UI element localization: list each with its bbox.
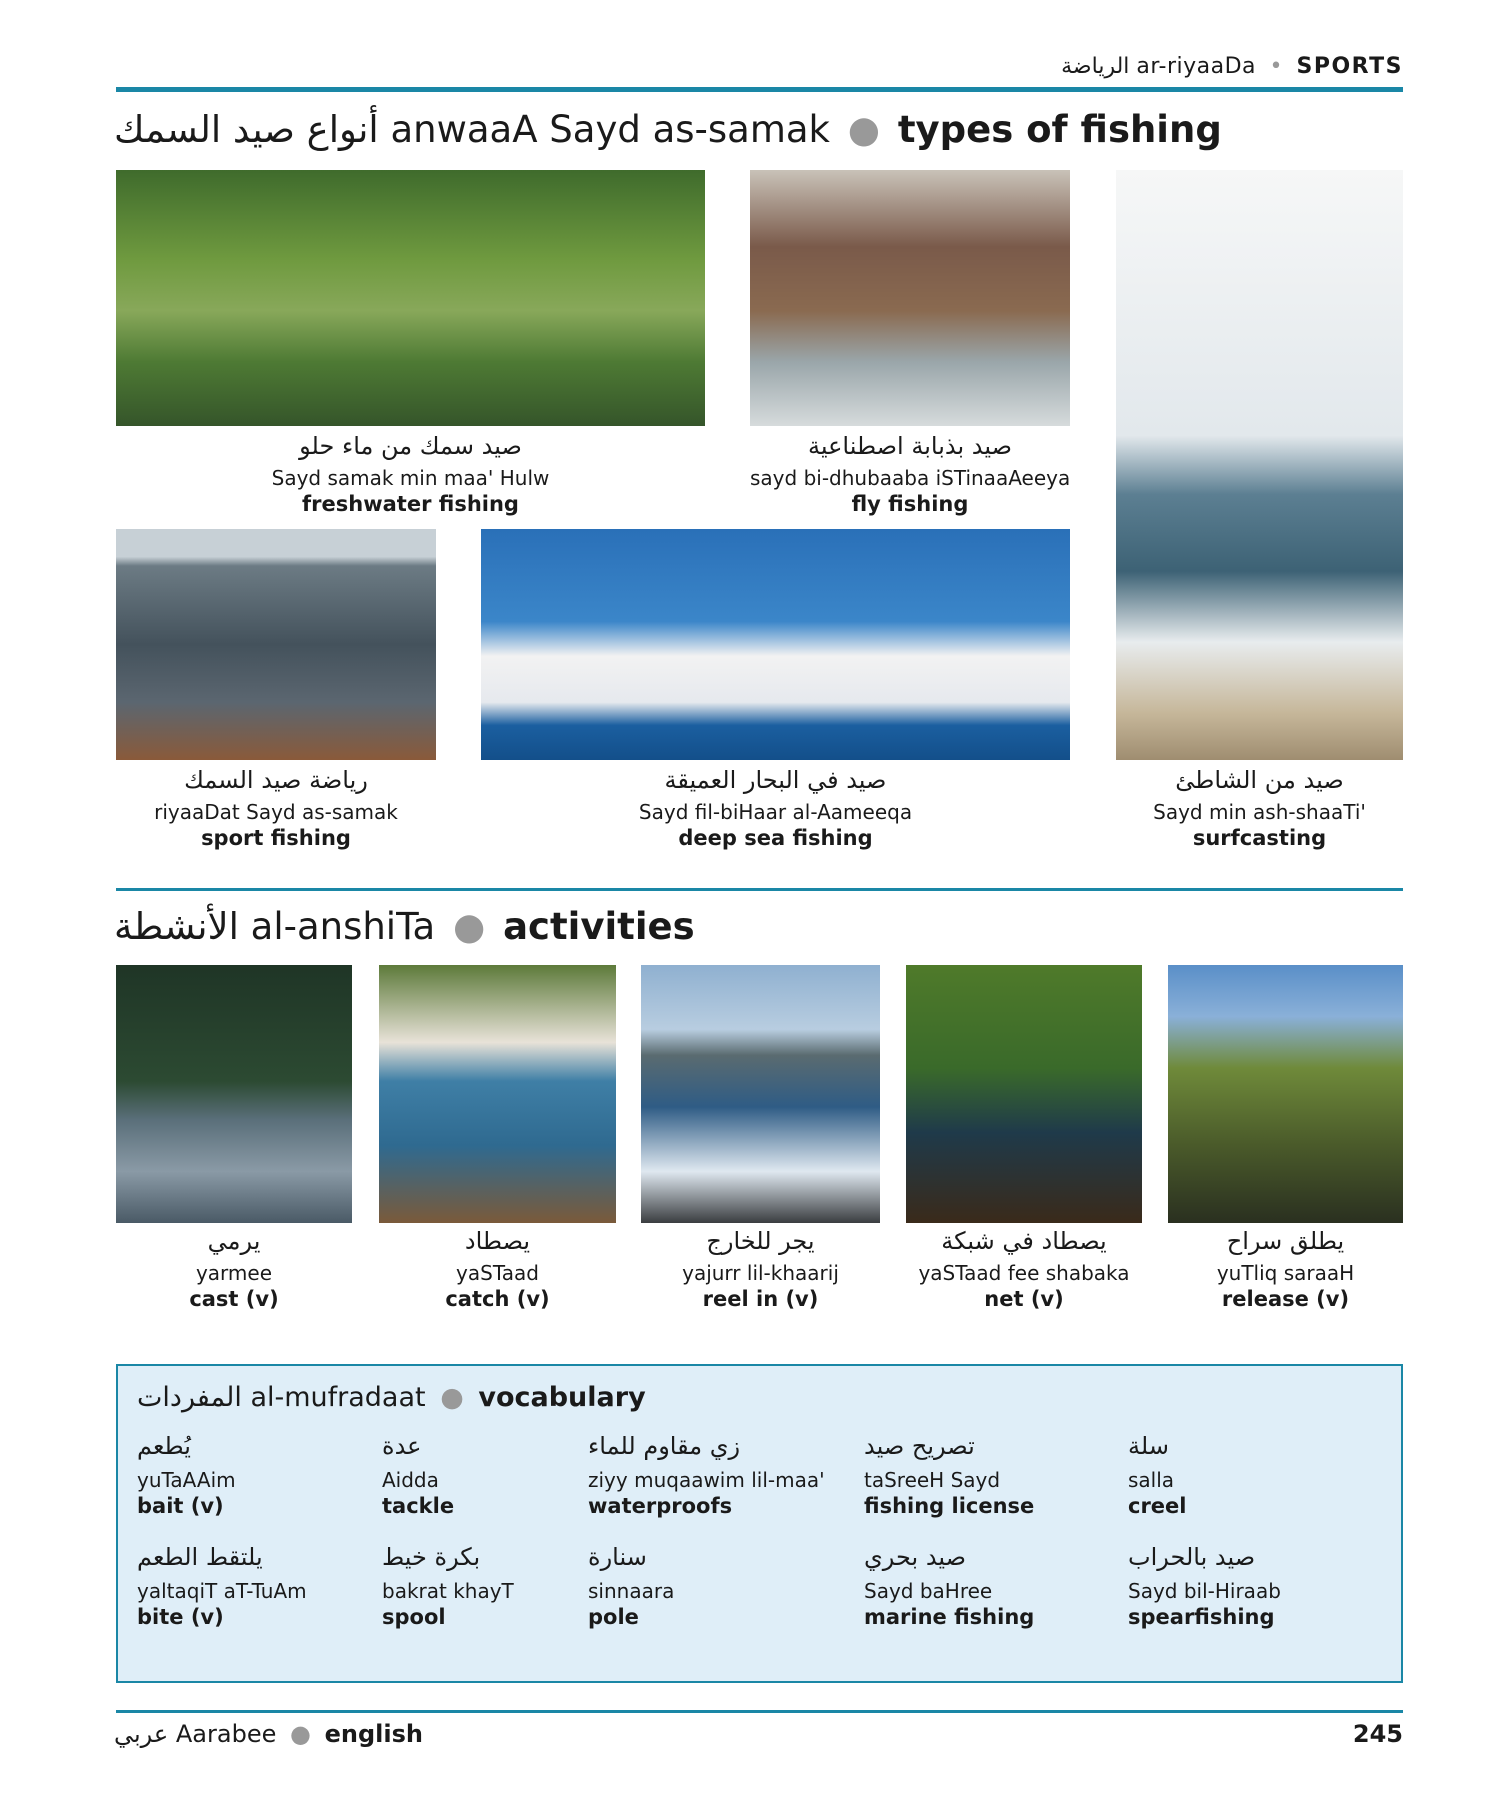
caption-translit: yuTliq saraaH — [1216, 1261, 1355, 1285]
bullet: • — [1269, 54, 1284, 79]
vocabulary-title — [137, 1382, 646, 1413]
caption-sport-fishing — [116, 766, 436, 850]
caption-translit: yaSTaad — [456, 1261, 539, 1285]
vocab-translit: yuTaAAim — [137, 1468, 236, 1492]
vocab-item — [137, 1543, 307, 1629]
caption-translit: Sayd min ash-shaaTi' — [1153, 800, 1366, 824]
header-rule — [116, 87, 1403, 92]
bullet: ● — [847, 108, 881, 151]
vocab-translit: Aidda — [382, 1468, 439, 1492]
caption-reel-in — [641, 1227, 880, 1311]
caption-translit: yarmee — [195, 1261, 273, 1285]
bullet: ● — [440, 1382, 464, 1413]
vocab-arabic: يلتقط الطعم — [137, 1543, 263, 1571]
photo-deep-sea-fishing — [481, 529, 1070, 760]
caption-english: freshwater fishing — [302, 492, 519, 516]
vocab-english: bite (v) — [137, 1605, 224, 1629]
vocab-arabic: يُطعم — [137, 1432, 191, 1460]
title-translit: al-anshiTa — [250, 905, 436, 948]
caption-translit: yajurr lil-khaarij — [682, 1261, 839, 1285]
caption-surfcasting — [1116, 766, 1403, 850]
caption-arabic: يصطاد في شبكة — [941, 1227, 1107, 1255]
photo-net — [906, 965, 1142, 1223]
photo-freshwater-fishing — [116, 170, 705, 426]
caption-english: release (v) — [1221, 1287, 1350, 1311]
caption-english: fly fishing — [851, 492, 969, 516]
caption-arabic: صيد في البحار العميقة — [664, 766, 887, 794]
caption-fly-fishing — [750, 432, 1070, 516]
vocab-item — [1128, 1543, 1281, 1629]
title-english: activities — [503, 905, 695, 948]
vocab-english: waterproofs — [588, 1494, 733, 1518]
caption-arabic: يجر للخارج — [706, 1227, 815, 1255]
caption-net — [906, 1227, 1142, 1311]
caption-english: net (v) — [984, 1287, 1064, 1311]
footer-arabic: عربي — [114, 1720, 169, 1748]
title-arabic: المفردات — [137, 1382, 242, 1413]
vocab-english: fishing license — [864, 1494, 1035, 1518]
vocab-item — [382, 1543, 514, 1629]
footer-translit: Aarabee — [175, 1720, 277, 1748]
vocab-english: pole — [588, 1605, 639, 1629]
vocab-english: tackle — [382, 1494, 455, 1518]
photo-reel-in — [641, 965, 880, 1223]
title-arabic: أنواع صيد السمك — [114, 108, 379, 151]
caption-english: cast (v) — [189, 1287, 279, 1311]
caption-arabic: يصطاد — [464, 1227, 531, 1255]
vocab-arabic: عدة — [382, 1432, 422, 1460]
title-translit: anwaaA Sayd as-samak — [390, 108, 830, 151]
vocab-english: spool — [382, 1605, 446, 1629]
vocab-arabic: بكرة خيط — [382, 1543, 481, 1571]
caption-english: reel in (v) — [702, 1287, 819, 1311]
caption-release — [1168, 1227, 1403, 1311]
vocab-english: spearfishing — [1128, 1605, 1275, 1629]
vocab-item — [382, 1432, 454, 1518]
caption-arabic: صيد من الشاطئ — [1175, 766, 1344, 794]
vocab-item — [864, 1543, 1034, 1629]
title-english: vocabulary — [478, 1382, 646, 1413]
caption-translit: Sayd samak min maa' Hulw — [271, 466, 550, 490]
footer-english: english — [324, 1720, 423, 1748]
vocab-translit: bakrat khayT — [382, 1579, 514, 1603]
caption-english: surfcasting — [1192, 826, 1327, 850]
vocab-english: creel — [1128, 1494, 1187, 1518]
photo-release — [1168, 965, 1403, 1223]
vocab-item — [588, 1432, 825, 1518]
vocab-arabic: سنارة — [588, 1543, 647, 1571]
vocabulary-box — [116, 1364, 1403, 1683]
header-arabic: الرياضة — [1061, 54, 1130, 79]
vocab-translit: yaltaqiT aT-TuAm — [137, 1579, 307, 1603]
caption-translit: sayd bi-dhubaaba iSTinaaAeeya — [750, 466, 1071, 490]
vocab-item — [1128, 1432, 1187, 1518]
caption-catch — [379, 1227, 616, 1311]
bullet: ● — [290, 1720, 311, 1748]
title-english: types of fishing — [897, 108, 1222, 151]
section-rule — [116, 888, 1403, 891]
bullet: ● — [453, 905, 486, 948]
photo-catch — [379, 965, 616, 1223]
caption-translit: Sayd fil-biHaar al-Aameeqa — [638, 800, 913, 824]
vocab-arabic: صيد بحري — [864, 1543, 967, 1571]
vocab-arabic: صيد بالحراب — [1128, 1543, 1256, 1571]
caption-english: sport fishing — [201, 826, 351, 850]
caption-freshwater-fishing — [116, 432, 705, 516]
footer-rule — [116, 1710, 1403, 1713]
caption-arabic: يطلق سراح — [1226, 1227, 1345, 1255]
vocab-english: bait (v) — [137, 1494, 224, 1518]
vocab-translit: ziyy muqaawim lil-maa' — [588, 1468, 825, 1492]
caption-translit: yaSTaad fee shabaka — [918, 1261, 1130, 1285]
title-translit: al-mufradaat — [250, 1382, 426, 1413]
header-translit: ar-riyaaDa — [1136, 54, 1257, 79]
header-english: SPORTS — [1296, 54, 1403, 79]
caption-translit: riyaaDat Sayd as-samak — [154, 800, 398, 824]
photo-fly-fishing — [750, 170, 1070, 426]
vocab-arabic: زي مقاوم للماء — [588, 1432, 741, 1460]
caption-arabic: رياضة صيد السمك — [184, 766, 368, 794]
vocab-item — [137, 1432, 236, 1518]
vocab-english: marine fishing — [864, 1605, 1035, 1629]
vocab-translit: Sayd baHree — [864, 1579, 993, 1603]
vocab-translit: salla — [1128, 1468, 1175, 1492]
page-number: 245 — [1352, 1720, 1403, 1748]
caption-arabic: صيد بذبابة اصطناعية — [807, 432, 1012, 460]
title-arabic: الأنشطة — [114, 905, 239, 948]
footer-language — [114, 1720, 423, 1748]
caption-cast — [116, 1227, 352, 1311]
vocab-item — [864, 1432, 1034, 1518]
section-title-activities — [114, 905, 695, 948]
vocab-arabic: سلة — [1128, 1432, 1169, 1460]
photo-surfcasting — [1116, 170, 1403, 760]
caption-english: catch (v) — [445, 1287, 550, 1311]
photo-cast — [116, 965, 352, 1223]
caption-arabic: يرمي — [207, 1227, 261, 1255]
vocab-arabic: تصريح صيد — [864, 1432, 975, 1460]
caption-arabic: صيد سمك من ماء حلو — [299, 432, 522, 460]
running-header — [1061, 54, 1403, 79]
vocab-translit: taSreeH Sayd — [864, 1468, 1001, 1492]
vocab-translit: sinnaara — [588, 1579, 675, 1603]
photo-sport-fishing — [116, 529, 436, 760]
section-title-types — [114, 108, 1222, 151]
vocab-translit: Sayd bil-Hiraab — [1128, 1579, 1281, 1603]
caption-deep-sea-fishing — [481, 766, 1070, 850]
vocab-item — [588, 1543, 674, 1629]
caption-english: deep sea fishing — [678, 826, 873, 850]
